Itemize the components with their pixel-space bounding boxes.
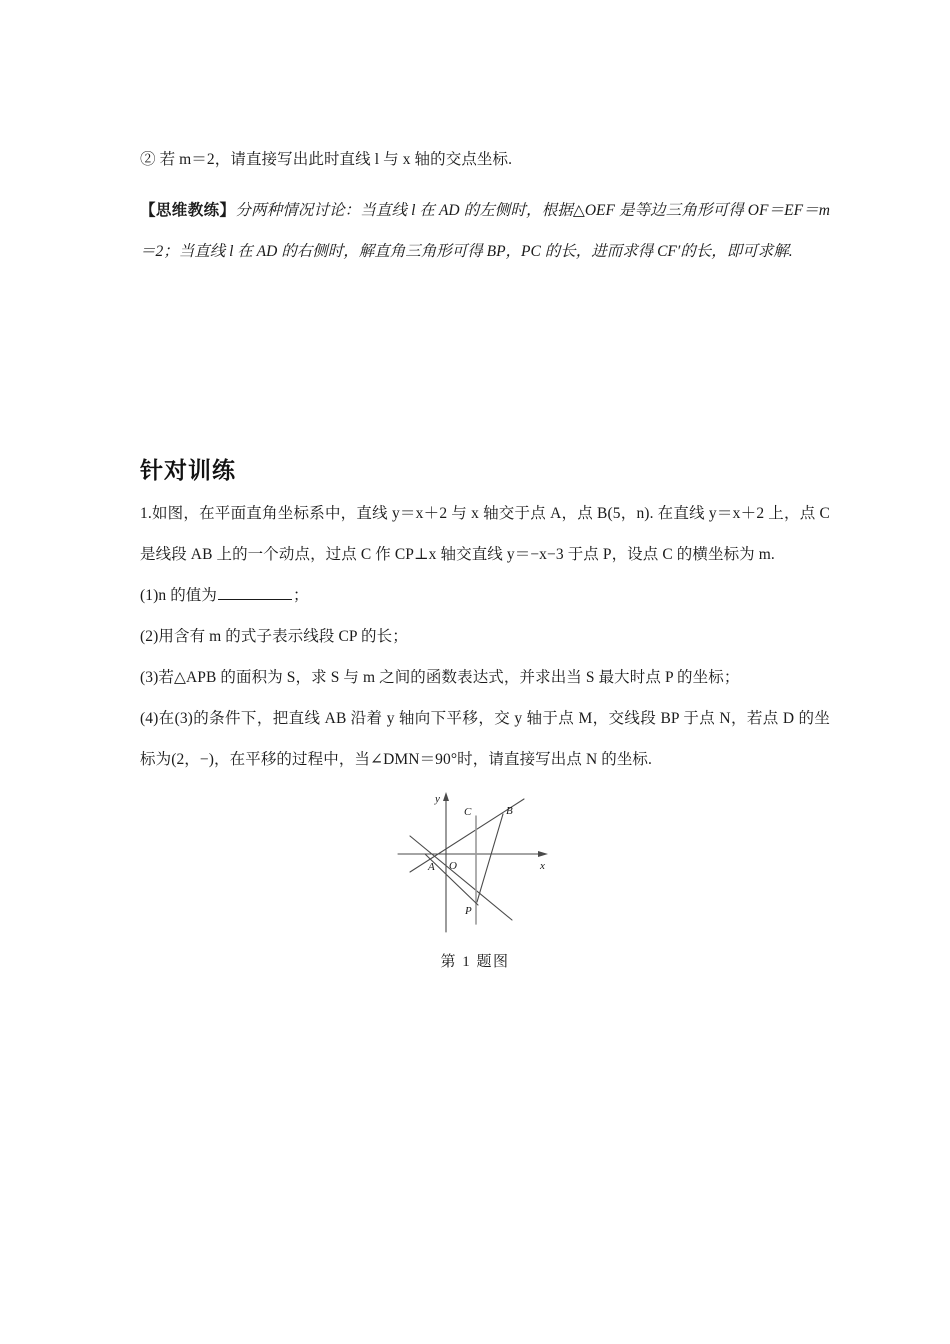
sub-question-1-label: (1) — [140, 587, 159, 604]
sub-question-4-text: 在(3)的条件下，把直线 AB 沿着 y 轴向下平移，交 y 轴于点 M，交线段 BP 于点 N，若点 D 的坐标为(2，−)，在平移的过程中，当∠DMN＝90°时，请直接写出点 N 的坐标. — [140, 710, 830, 768]
answer-blank-1[interactable] — [218, 586, 292, 600]
figure-caption: 第 1 题图 — [440, 954, 510, 970]
item-2-question — [140, 140, 830, 179]
y-axis-arrow — [443, 792, 449, 801]
sub-question-1-text: n 的值为 — [158, 587, 218, 604]
thinking-coach-tag: 【思维教练】 — [140, 202, 236, 219]
problem-number: 1. — [140, 505, 152, 522]
figure-container — [0, 784, 950, 971]
item-2-text: ② 若 m＝2，请直接写出此时直线 l 与 x 轴的交点坐标. — [140, 151, 513, 168]
sub-question-2 — [140, 616, 830, 657]
point-label-C: C — [464, 806, 472, 818]
x-axis-label: x — [540, 860, 545, 872]
sub-question-4 — [140, 698, 830, 780]
point-label-B: B — [506, 805, 513, 817]
origin-label: O — [449, 860, 457, 872]
problem-stem-text: 如图，在平面直角坐标系中，直线 y＝x＋2 与 x 轴交于点 A，点 B(5，n). 在直线 y＝x＋2 上，点 C 是线段 AB 上的一个动点，过点 C 作 CP⊥x 轴交直线 y＝−x−3 于点 P，设点 C 的横坐标为 m. — [140, 505, 830, 563]
section-heading-targeted-training: 针对训练 — [140, 457, 236, 483]
problem-block — [140, 493, 830, 780]
sub-question-1-suffix: ； — [293, 587, 309, 604]
line-y-eq-minus-x-minus-3 — [410, 836, 512, 920]
thinking-coach-body: 分两种情况讨论：当直线 l 在 AD 的左侧时，根据△OEF 是等边三角形可得 OF＝EF＝m＝2；当直线 l 在 AD 的右侧时，解直角三角形可得 BP，PC 的长，进而求得 CF′的长，即可求解. — [140, 202, 830, 260]
top-text-block — [140, 140, 830, 288]
point-label-P: P — [465, 905, 472, 917]
sub-question-3-text: 若△APB 的面积为 S，求 S 与 m 之间的函数表达式，并求出当 S 最大时点 P 的坐标； — [158, 669, 740, 686]
y-axis-label: y — [435, 793, 440, 805]
sub-question-4-label: (4) — [140, 710, 159, 727]
point-label-A: A — [428, 861, 435, 873]
sub-question-3-label: (3) — [140, 669, 159, 686]
sub-question-1 — [140, 575, 830, 616]
sub-question-3 — [140, 657, 830, 698]
sub-question-2-label: (2) — [140, 628, 159, 645]
sub-question-2-text: 用含有 m 的式子表示线段 CP 的长； — [158, 628, 408, 645]
x-axis-arrow — [538, 851, 548, 857]
thinking-coach-paragraph — [140, 190, 830, 272]
coordinate-geometry-figure — [390, 784, 560, 939]
problem-stem — [140, 493, 830, 575]
